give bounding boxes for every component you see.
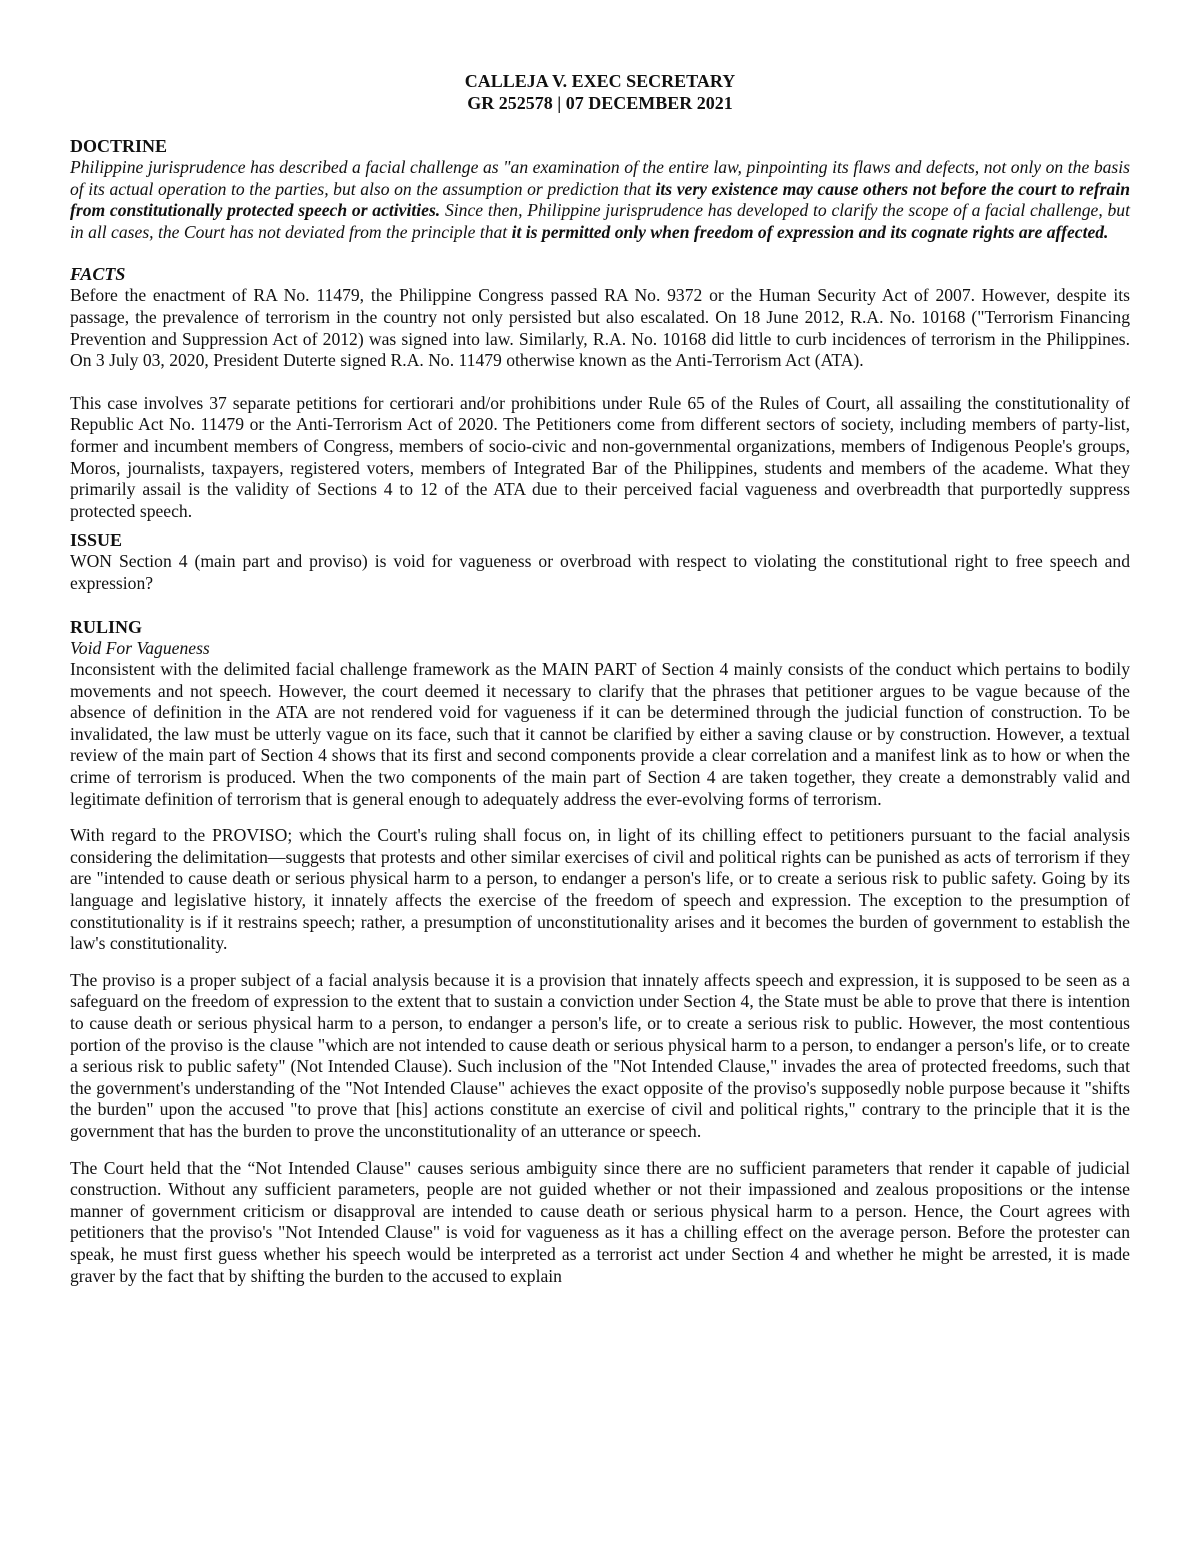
doctrine-emphasis-1: its very existence may cause others not before the court to refrain from constitutionally protected speech or activities. bbox=[70, 178, 1130, 221]
case-subtitle: GR 252578 | 07 DECEMBER 2021 bbox=[467, 93, 733, 113]
doctrine-text bbox=[70, 157, 1130, 243]
doctrine-heading: DOCTRINE bbox=[70, 136, 168, 156]
facts-section bbox=[70, 263, 1130, 522]
ruling-paragraph-2: With regard to the PROVISO; which the Court's ruling shall focus on, in light of its chilling effect to petitioners pursuant to the facial analysis considering the delimitation—suggests that protests and other similar exercises of civil and political rights can be punished as acts of terrorism if they are "intended to cause death or serious physical harm to a person, to endanger a person's life, or to create a serious risk to public safety. Going by its language and legislative history, it innately affects the exercise of the freedom of speech and expression. The exception to the presumption of constitutionality is if it restrains speech; rather, a presumption of unconstitutionality arises and it becomes the burden of government to establish the law's constitutionality. bbox=[70, 825, 1130, 954]
issue-heading: ISSUE bbox=[70, 530, 123, 551]
facts-paragraph-1: Before the enactment of RA No. 11479, the Philippine Congress passed RA No. 9372 or the Human Security Act of 2007. However, despite its passage, the prevalence of terrorism in the country not only persisted but also escalated. On 18 June 2012, R.A. No. 10168 ("Terrorism Financing Prevention and Suppression Act of 2012) was signed into law. Similarly, R.A. No. 10168 did little to curb incidences of terrorism in the Philippines. On 3 July 03, 2020, President Duterte signed R.A. No. 11479 otherwise known as the Anti-Terrorism Act (ATA). bbox=[70, 285, 1130, 371]
doctrine-text-1: Philippine jurisprudence has described a facial challenge as "an examination of the entire law, pinpointing its flaws and defects, not only on the basis of its actual operation to the parties, but also on the assumption or prediction that bbox=[70, 157, 1130, 199]
ruling-section bbox=[70, 616, 1130, 1288]
ruling-heading: RULING bbox=[70, 616, 143, 637]
facts-paragraph-2: This case involves 37 separate petitions for certiorari and/or prohibitions under Rule 65 of the Rules of Court, all assailing the constitutionality of Republic Act No. 11479 or the Anti-Terrorism Act of 2020. The Petitioners come from different sectors of society, including members of party-list, former and incumbent members of Congress, members of socio-civic and non-governmental organizations, members of Indigenous People's groups, Moros, journalists, taxpayers, registered voters, members of Integrated Bar of the Philippines, students and members of the academe. What they primarily assail is the validity of Sections 4 to 12 of the ATA due to their perceived facial vagueness and overbreadth that purportedly suppress protected speech. bbox=[70, 392, 1130, 521]
ruling-paragraph-3: The proviso is a proper subject of a facial analysis because it is a provision that innately affects speech and expression, it is supposed to be seen as a safeguard on the freedom of expression to the extent that to sustain a conviction under Section 4, the State must be able to prove that there is intention to cause death or serious physical harm to a person, to endanger a person's life, or to create a serious risk to public. However, the most contentious portion of the proviso is the clause "which are not intended to cause death or serious physical harm to a person, to endanger a person's life, or to create a serious risk to public safety" (Not Intended Clause). Such inclusion of the "Not Intended Clause," invades the area of protected freedoms, such that the government's understanding of the "Not Intended Clause" achieves the exact opposite of the proviso's supposedly noble purpose because it "shifts the burden" upon the accused "to prove that [his] actions constitute an exercise of civil and political rights," contrary to the principle that it is the government that has the burden to prove the unconstitutionality of an utterance or speech. bbox=[70, 969, 1130, 1141]
doctrine-section bbox=[70, 135, 1130, 243]
issue-section bbox=[70, 529, 1130, 594]
case-title: CALLEJA V. EXEC SECRETARY bbox=[464, 71, 736, 91]
doctrine-emphasis-2: it is permitted only when freedom of expression and its cognate rights are affected. bbox=[511, 221, 1109, 242]
ruling-subheading: Void For Vagueness bbox=[70, 637, 210, 658]
facts-heading: FACTS bbox=[70, 264, 126, 285]
issue-paragraph: WON Section 4 (main part and proviso) is void for vagueness or overbroad with respect to violating the constitutional right to free speech and expression? bbox=[70, 551, 1130, 593]
doctrine-text-2: Since then, Philippine jurisprudence has developed to clarify the scope of a facial challenge, but in all cases, the Court has not deviated from the principle that bbox=[70, 200, 1130, 242]
ruling-paragraph-1: Inconsistent with the delimited facial challenge framework as the MAIN PART of Section 4 mainly consists of the conduct which pertains to bodily movements and not speech. However, the court deemed it necessary to clarify that the phrases that petitioner argues to be vague because of the absence of definition in the ATA are not rendered void for vagueness if it can be determined through the judicial function of construction. To be invalidated, the law must be utterly vague on its face, such that it cannot be clarified by either a saving clause or by construction. However, a textual review of the main part of Section 4 shows that its first and second components provide a clear correlation and a manifest link as to how or when the crime of terrorism is produced. When the two components of the main part of Section 4 are taken together, they create a demonstrably valid and legitimate definition of terrorism that is general enough to adequately address the ever-evolving forms of terrorism. bbox=[70, 659, 1130, 809]
title-block bbox=[70, 70, 1130, 114]
ruling-paragraph-4: The Court held that the “Not Intended Clause" causes serious ambiguity since there are no sufficient parameters that render it capable of judicial construction. Without any sufficient parameters, people are not guided whether or not their impassioned and zealous propositions or the intense manner of government criticism or disapproval are intended to cause death or serious physical harm to a person. Hence, the Court agrees with petitioners that the proviso's "Not Intended Clause" is void for vagueness as it has a chilling effect on the average person. Before the protester can speak, he must first guess whether his speech would be interpreted as a terrorist act under Section 4 and whether he might be arrested, it is made graver by the fact that by shifting the burden to the accused to explain bbox=[70, 1157, 1130, 1286]
